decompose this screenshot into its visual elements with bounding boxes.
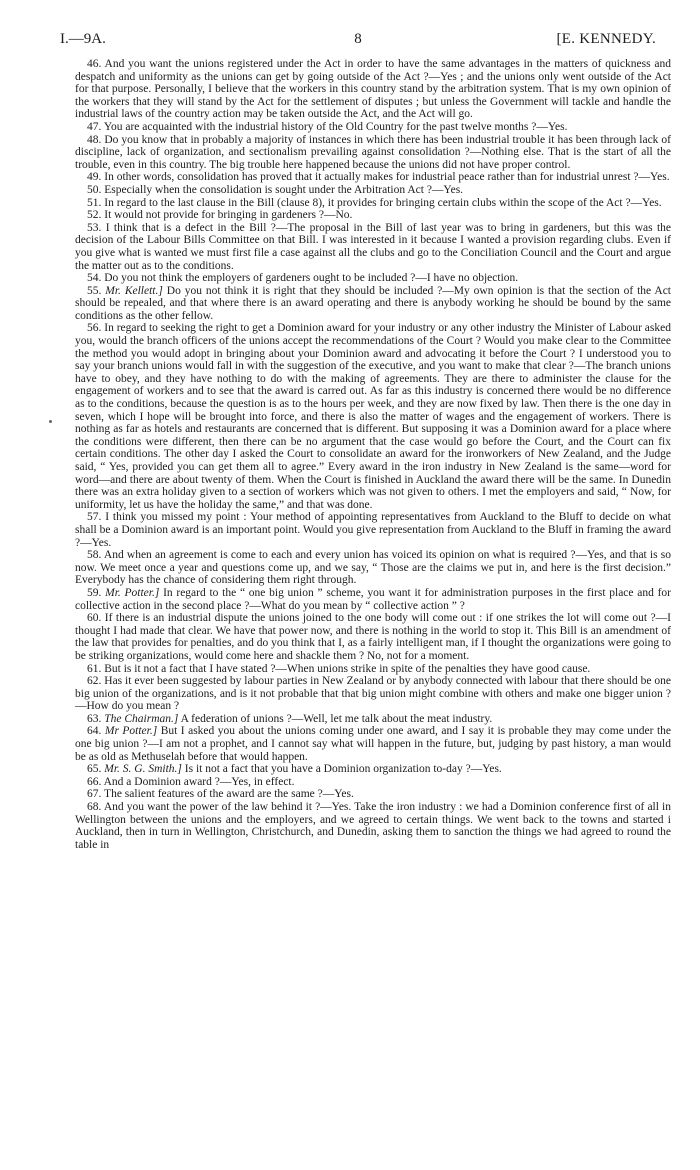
paragraph-text: Is it not a fact that you have a Dominion organization to-day ?—Yes.	[181, 763, 502, 776]
speaker-name: Mr. S. G. Smith.]	[104, 763, 182, 776]
paragraph: 49. In other words, consolidation has proved that it actually makes for industrial peace rather than for industrial unrest ?—Yes.	[87, 171, 670, 184]
paragraph: 47. You are acquainted with the industrial history of the Old Country for the past twelve months ?—Yes.	[87, 120, 568, 133]
paragraph: 67. The salient features of the award are the same ?—Yes.	[87, 788, 354, 801]
speaker-name: Mr. Kellett.]	[105, 284, 163, 297]
paragraph	[75, 763, 671, 776]
paragraph	[75, 285, 671, 323]
paragraph: 61. But is it not a fact that I have stated ?—When unions strike in spite of the penalties they have good cause.	[87, 662, 591, 675]
question-number: 63.	[87, 712, 105, 725]
paragraph: 50. Especially when the consolidation is sought under the Arbitration Act ?—Yes.	[87, 183, 464, 196]
paragraph: 48. Do you know that in probably a majority of instances in which there has been industrial trouble it has been through lack of discipline, lack of organization, and sectionalism prevailing against consolidation ?—Nothing else. That is the start of all the trouble, even in this country. The big trouble here happened because the unions did not have proper control.	[75, 133, 671, 171]
paragraph: 57. I think you missed my point : Your method of appointing representatives from Auckland to the Bluff to decide on what shall be a Dominion award is an important point. Would you give representation from Auckland to the Bluff in framing the award ?—Yes.	[75, 511, 671, 549]
paragraph: 62. Has it ever been suggested by labour parties in New Zealand or by anybody connected with labour that there should be one big union of the organizations, and is it not probable that that big union might combine with others and make one bigger union ?—How do you mean ?	[75, 675, 671, 713]
page-number: 8	[354, 31, 362, 47]
question-number: 64.	[87, 725, 105, 738]
paragraph: 52. It would not provide for bringing in gardeners ?—No.	[87, 209, 353, 222]
document-reference: I.—9A.	[60, 31, 106, 47]
paragraph: 60. If there is an industrial dispute the unions joined to the one body will come out : if one strikes the lot will come out ?—I thought I had made that clear. We have that power now, and there is nothing in the world to stop it. This Bill is an amendment of the law that provides for penalties, and do you think that I, as a fairly intelligent man, if I thought the organizations were going to be striking organizations, would come here and shackle them ? No, not for a moment.	[75, 612, 671, 662]
question-number: 59.	[87, 586, 106, 599]
question-number: 55.	[87, 284, 106, 297]
paragraph-text: In regard to the “ one big union ” scheme, you want it for administration purposes in the first place and for collective action in the second place ?—What do you mean by “ collective action ” ?	[75, 586, 671, 612]
paragraph: 46. And you want the unions registered under the Act in order to have the same advantages in the matters of quickness and despatch and uniformity as the unions can get by going outside of the Act ?—Yes ; and the unions only went outside of the Act for that purpose. Personally, I believe that the workers in this country stand by the arbitration system. That is my own opinion of the workers that they will stand by the Act for the settlement of disputes ; but unless the Government will tackle and handle the industrial laws of the country action may be taken outside the Act, and the Act will go.	[75, 58, 671, 121]
page-header	[60, 28, 656, 50]
paragraph: 53. I think that is a defect in the Bill ?—The proposal in the Bill of last year was to bring in gardeners, but this was the decision of the Labour Bills Committee on that Bill. I was interested in it because I wanted a provision regarding clubs. Even if you give what is wanted we must first file a case against all the clubs and go to the Conciliation Council and the Court and argue the matter out as to the conditions.	[75, 221, 671, 272]
speaker-name: Mr Potter.]	[104, 725, 158, 738]
paragraph: 66. And a Dominion award ?—Yes, in effect.	[87, 775, 295, 788]
paragraph-text: But I asked you about the unions coming under one award, and I say it is probable they may come under the one big union ?—I am not a prophet, and I cannot say what will happen in the future, but, judging by past history, a man would be as old as Methuselah before that would happen.	[75, 725, 671, 763]
paragraph: 51. In regard to the last clause in the Bill (clause 8), it provides for bringing certain clubs within the scope of the Act ?—Yes.	[87, 196, 662, 209]
speaker-name: Mr. Potter.]	[105, 586, 160, 599]
paragraph-text: A federation of unions ?—Well, let me talk about the meat industry.	[178, 712, 493, 725]
paragraph-text: Do you not think it is right that they should be included ?—My own opinion is that the section of the Act should be repealed, and that where there is an award operating and there is anybody working he should be bound by the same conditions as the other fellow.	[75, 284, 672, 322]
paragraph: 58. And when an agreement is come to each and every union has voiced its opinion on what is required ?—Yes, and that is so now. We meet once a year and questions come up, and we say, “ Those are the claims we put in, and here is the first decision.” Everybody has the chance of considering them right through.	[75, 549, 671, 587]
paragraph: 56. In regard to seeking the right to get a Dominion award for your industry or any other industry the Minister of Labour asked you, would the branch officers of the unions accept the recommendations of the Court ? Would you make clear to the Committee the method you would adopt in bringing about your Dominion award and advocating it before the Court ? I understood you to say your branch unions would fall in with the suggestion of the executive, and you want to make that clear ?—The branch unions have to obey, and they have nothing to do with the making of agreements. They are there to administer the clause for the engagement of workers and to see that the award is carred out. As far as this industry is concerned there would be no difference as to the conditions, because the question is as to the hours per week, and they are now fixed by law. Then there is the one day in seven, which I hope will be brought into force, and there is also the matter of wages and the engagement of workers. There is nothing as far as hotels and restaurants are concerned that is different. But supposing it was a Dominion award for a place where the conditions were different, then there can be no argument that the case would go before the Court, and the Court can fix certain conditions. The other day I asked the Court to consolidate an award for the ironworkers of New Zealand, and the Judge said, “ Yes, provided you can get them all to agree.” Every award in the iron industry in New Zealand is the same—word for word—and there are about twenty of them. When the Court is finished in Auckland the award there will be the same. In Dunedin there was an extra holiday given to a section of workers which was not given to others. I met the employers and said, “ Now, for uniformity, let us have the holiday the same,” and that was done.	[75, 322, 671, 511]
paragraph	[75, 725, 671, 763]
paragraph	[75, 713, 671, 726]
paragraph: 68. And you want the power of the law behind it ?—Yes. Take the iron industry : we had a Dominion conference first of all in Wellington between the unions and the employers, and we agreed to certain things. We went back to the towns and started i Auckland, then in turn in Wellington, Christchurch, and Dunedin, asking them to sanction the things we had agreed to round the table in	[75, 801, 671, 851]
speaker-name: The Chairman.]	[104, 712, 179, 725]
margin-mark	[49, 420, 52, 423]
document-body	[75, 58, 671, 851]
witness-name: [E. KENNEDY.	[556, 31, 656, 47]
question-number: 65.	[87, 763, 105, 776]
paragraph	[75, 587, 671, 612]
paragraph: 54. Do you not think the employers of gardeners ought to be included ?—I have no objection.	[87, 272, 519, 285]
